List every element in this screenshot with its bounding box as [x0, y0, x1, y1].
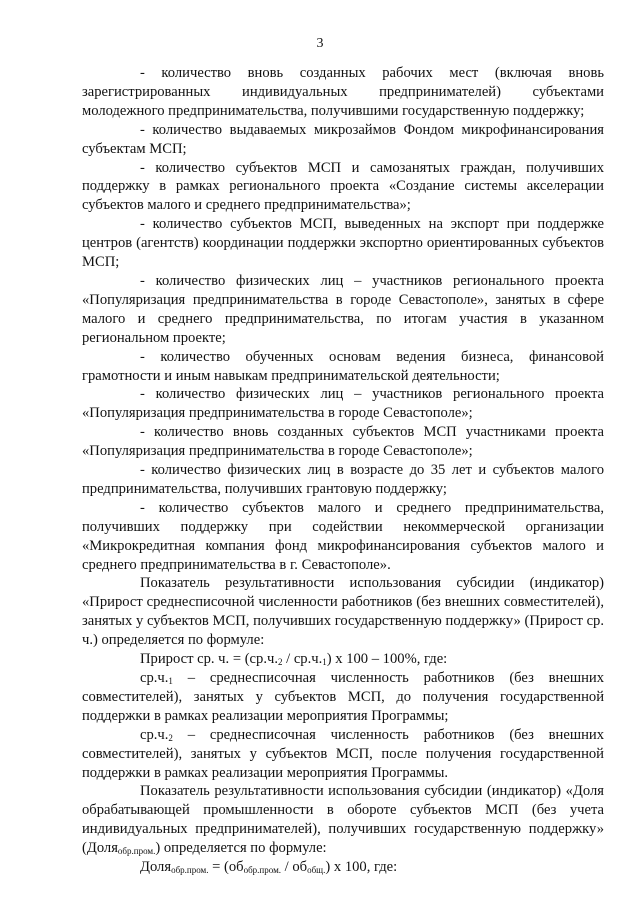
list-item: - количество субъектов МСП, выведенных на экспорт при поддержке центров (агентств) координации поддержки экспортно ориентированных субъектов МСП; — [82, 216, 604, 271]
list-item: - количество физических лиц в возрасте до 35 лет и субъектов малого предпринимательства, получивших грантовую поддержку; — [82, 462, 604, 497]
list-item: - количество физических лиц – участников регионального проекта «Популяризация предпринимательства в городе Севастополе»; — [82, 386, 604, 422]
indicator-share-paragraph: Показатель результативности использования субсидии (индикатор) «Доля обрабатывающей промышленности в обороте субъектов МСП (без учета индивидуальных предпринимателей), получивших государственную поддержку» (Доля$_{обр.пром.}$) определяется по формуле: — [82, 783, 604, 857]
list-item: - количество выдаваемых микрозаймов Фондом микрофинансирования субъектам МСП; — [82, 121, 604, 157]
growth-formula: Прирост ср. ч. = $(ср.ч._2 / ср.ч._1)$ х 100 – 100%, где: — [140, 651, 448, 668]
document-body — [82, 64, 604, 877]
list-item: - количество обученных основам ведения бизнеса, финансовой грамотности и иным навыкам предпринимательской деятельности; — [82, 348, 604, 384]
definition-after-support: $ср.ч._2$ – среднесписочная численность работников (без внешних совместителей), занятых у субъектов МСП, после получения государственной поддержки в рамках реализации мероприятия Программы. — [82, 726, 604, 781]
list-item: - количество субъектов МСП и самозанятых граждан, получивших поддержку в рамках регионального проекта «Создание системы акселерации субъектов малого и среднего предпринимательства»; — [82, 159, 604, 214]
list-item: - количество вновь созданных рабочих мест (включая вновь зарегистрированных индивидуальных предпринимателей) субъектами молодежного предпринимательства, получившими государственную поддержку; — [82, 65, 604, 119]
list-item: - количество вновь созданных субъектов МСП участниками проекта «Популяризация предпринимательства в городе Севастополе»; — [82, 424, 604, 460]
share-formula: Доля$_{обр.пром.}$ = $(об_{обр.пром.} / об_{общ.})$ х 100, где: — [140, 859, 398, 876]
indicator-growth-paragraph: Показатель результативности использования субсидии (индикатор) «Прирост среднесписочной численности работников (без внешних совместителей), занятых у субъектов МСП, получивших государственную поддержку» (Прирост ср. ч.) определяется по формуле: — [82, 575, 604, 649]
list-item: - количество субъектов малого и среднего предпринимательства, получивших поддержку при содействии некоммерческой организации «Микрокредитная компания фонд микрофинансирования субъектов малого и среднего предпринимательства в г. Севастополе». — [82, 499, 604, 573]
definition-before-support: $ср.ч._1$ – среднесписочная численность работников (без внешних совместителей), занятых у субъектов МСП, до получения государственной поддержки в рамках реализации мероприятия Программы; — [82, 670, 604, 724]
list-item: - количество физических лиц – участников регионального проекта «Популяризация предпринимательства в городе Севастополе», занятых в сфере малого и среднего предпринимательства, по итогам участия в указанном региональном проекте; — [82, 272, 604, 346]
page-number: 3 — [316, 36, 324, 51]
